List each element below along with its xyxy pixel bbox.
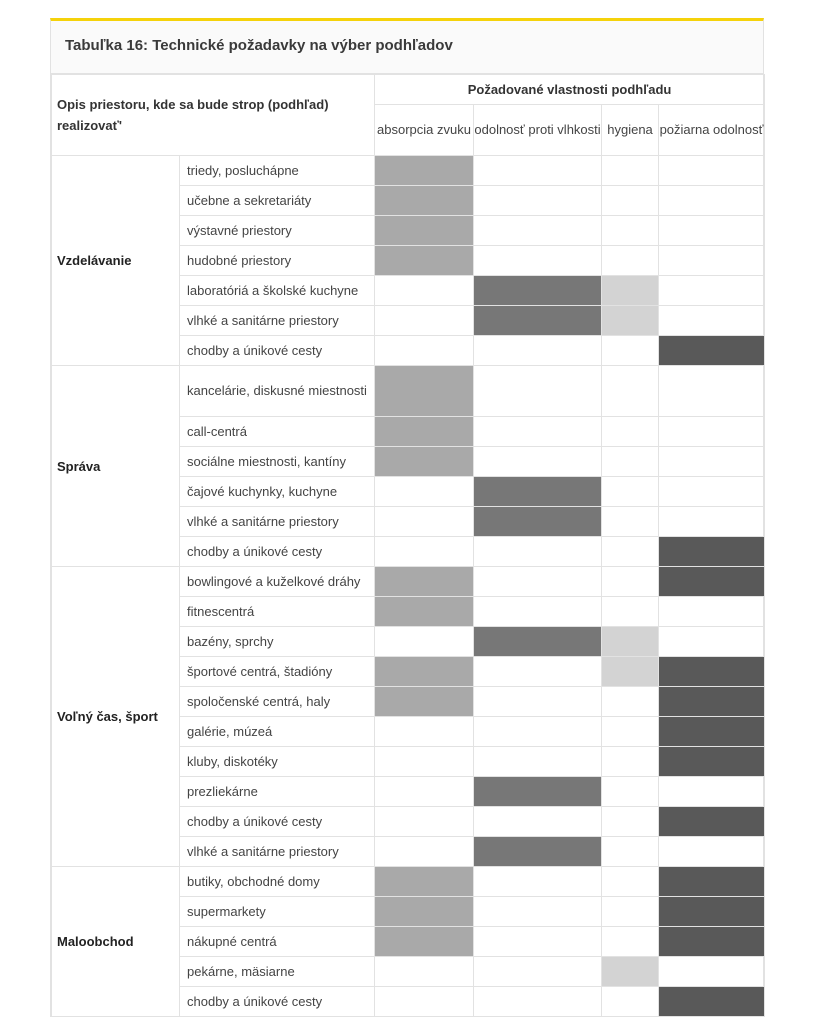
cell-hygiene bbox=[602, 447, 659, 477]
cell-fire bbox=[659, 417, 765, 447]
header-humidity: odolnosť proti vlhkosti bbox=[474, 105, 602, 156]
cell-fire-required bbox=[659, 747, 765, 777]
cell-hygiene bbox=[602, 507, 659, 537]
cell-fire bbox=[659, 477, 765, 507]
cell-fire-required bbox=[659, 927, 765, 957]
category-label: Správa bbox=[52, 366, 180, 567]
cell-fire bbox=[659, 366, 765, 417]
cell-hygiene bbox=[602, 477, 659, 507]
space-label: laboratóriá a školské kuchyne bbox=[180, 276, 375, 306]
cell-fire-required bbox=[659, 537, 765, 567]
cell-humidity-required bbox=[474, 627, 602, 657]
cell-humidity bbox=[474, 927, 602, 957]
cell-hygiene bbox=[602, 597, 659, 627]
cell-absorption bbox=[375, 807, 474, 837]
cell-humidity bbox=[474, 567, 602, 597]
cell-absorption-required bbox=[375, 657, 474, 687]
header-hygiene: hygiena bbox=[602, 105, 659, 156]
cell-hygiene bbox=[602, 417, 659, 447]
cell-fire-required bbox=[659, 807, 765, 837]
cell-hygiene bbox=[602, 807, 659, 837]
space-label: fitnescentrá bbox=[180, 597, 375, 627]
table-row bbox=[52, 867, 765, 897]
space-label: chodby a únikové cesty bbox=[180, 336, 375, 366]
space-label: prezliekárne bbox=[180, 777, 375, 807]
cell-absorption-required bbox=[375, 567, 474, 597]
cell-fire bbox=[659, 777, 765, 807]
space-label: bowlingové a kuželkové dráhy bbox=[180, 567, 375, 597]
cell-fire bbox=[659, 627, 765, 657]
cell-fire-required bbox=[659, 657, 765, 687]
space-label: vlhké a sanitárne priestory bbox=[180, 507, 375, 537]
header-group: Požadované vlastnosti podhľadu bbox=[375, 75, 765, 105]
cell-hygiene bbox=[602, 897, 659, 927]
cell-humidity bbox=[474, 687, 602, 717]
cell-absorption-required bbox=[375, 156, 474, 186]
cell-fire-required bbox=[659, 987, 765, 1017]
cell-hygiene bbox=[602, 747, 659, 777]
header-fire: požiarna odolnosť bbox=[659, 105, 765, 156]
cell-hygiene-required bbox=[602, 957, 659, 987]
cell-humidity bbox=[474, 216, 602, 246]
cell-humidity bbox=[474, 717, 602, 747]
space-label: call-centrá bbox=[180, 417, 375, 447]
cell-fire bbox=[659, 957, 765, 987]
space-label: vlhké a sanitárne priestory bbox=[180, 306, 375, 336]
cell-hygiene bbox=[602, 246, 659, 276]
space-label: vlhké a sanitárne priestory bbox=[180, 837, 375, 867]
cell-absorption-required bbox=[375, 366, 474, 417]
cell-humidity bbox=[474, 987, 602, 1017]
cell-absorption bbox=[375, 336, 474, 366]
cell-absorption bbox=[375, 747, 474, 777]
cell-hygiene bbox=[602, 537, 659, 567]
cell-fire-required bbox=[659, 336, 765, 366]
cell-absorption bbox=[375, 537, 474, 567]
cell-hygiene bbox=[602, 717, 659, 747]
cell-humidity bbox=[474, 336, 602, 366]
cell-humidity-required bbox=[474, 777, 602, 807]
space-label: chodby a únikové cesty bbox=[180, 807, 375, 837]
cell-hygiene bbox=[602, 687, 659, 717]
cell-hygiene bbox=[602, 777, 659, 807]
category-label: Vzdelávanie bbox=[52, 156, 180, 366]
cell-absorption-required bbox=[375, 417, 474, 447]
space-label: galérie, múzeá bbox=[180, 717, 375, 747]
space-label: butiky, obchodné domy bbox=[180, 867, 375, 897]
space-label: bazény, sprchy bbox=[180, 627, 375, 657]
cell-hygiene-required bbox=[602, 627, 659, 657]
space-label: chodby a únikové cesty bbox=[180, 537, 375, 567]
cell-hygiene bbox=[602, 867, 659, 897]
cell-hygiene-required bbox=[602, 657, 659, 687]
cell-absorption bbox=[375, 276, 474, 306]
cell-absorption bbox=[375, 477, 474, 507]
cell-absorption-required bbox=[375, 216, 474, 246]
cell-fire-required bbox=[659, 687, 765, 717]
cell-fire-required bbox=[659, 567, 765, 597]
space-label: sociálne miestnosti, kantíny bbox=[180, 447, 375, 477]
cell-absorption bbox=[375, 507, 474, 537]
cell-absorption bbox=[375, 957, 474, 987]
cell-humidity bbox=[474, 807, 602, 837]
cell-humidity bbox=[474, 186, 602, 216]
cell-humidity bbox=[474, 246, 602, 276]
space-label: čajové kuchynky, kuchyne bbox=[180, 477, 375, 507]
table-row bbox=[52, 567, 765, 597]
cell-absorption bbox=[375, 987, 474, 1017]
space-label: pekárne, mäsiarne bbox=[180, 957, 375, 987]
space-label: supermarkety bbox=[180, 897, 375, 927]
cell-hygiene-required bbox=[602, 306, 659, 336]
cell-humidity bbox=[474, 747, 602, 777]
cell-hygiene-required bbox=[602, 276, 659, 306]
cell-hygiene bbox=[602, 216, 659, 246]
cell-humidity bbox=[474, 447, 602, 477]
cell-fire-required bbox=[659, 717, 765, 747]
requirements-table bbox=[51, 74, 765, 1017]
cell-hygiene bbox=[602, 927, 659, 957]
space-label: kancelárie, diskusné miestnosti bbox=[180, 366, 375, 417]
space-label: nákupné centrá bbox=[180, 927, 375, 957]
cell-absorption bbox=[375, 777, 474, 807]
header-absorption: absorpcia zvuku bbox=[375, 105, 474, 156]
cell-fire bbox=[659, 507, 765, 537]
cell-humidity bbox=[474, 156, 602, 186]
category-label: Maloobchod bbox=[52, 867, 180, 1017]
cell-absorption-required bbox=[375, 597, 474, 627]
table-row bbox=[52, 156, 765, 186]
cell-hygiene bbox=[602, 366, 659, 417]
space-label: športové centrá, štadióny bbox=[180, 657, 375, 687]
cell-humidity-required bbox=[474, 306, 602, 336]
space-label: kluby, diskotéky bbox=[180, 747, 375, 777]
space-label: výstavné priestory bbox=[180, 216, 375, 246]
cell-humidity bbox=[474, 597, 602, 627]
space-label: učebne a sekretariáty bbox=[180, 186, 375, 216]
cell-absorption-required bbox=[375, 186, 474, 216]
cell-fire-required bbox=[659, 897, 765, 927]
cell-humidity bbox=[474, 867, 602, 897]
cell-fire bbox=[659, 216, 765, 246]
cell-hygiene bbox=[602, 837, 659, 867]
cell-fire bbox=[659, 597, 765, 627]
cell-absorption-required bbox=[375, 867, 474, 897]
cell-humidity bbox=[474, 417, 602, 447]
space-label: triedy, poslucháрne bbox=[180, 156, 375, 186]
cell-humidity bbox=[474, 657, 602, 687]
cell-humidity bbox=[474, 897, 602, 927]
cell-fire bbox=[659, 837, 765, 867]
cell-hygiene bbox=[602, 987, 659, 1017]
cell-fire bbox=[659, 156, 765, 186]
cell-humidity-required bbox=[474, 507, 602, 537]
cell-humidity bbox=[474, 366, 602, 417]
space-label: hudobné priestory bbox=[180, 246, 375, 276]
cell-humidity-required bbox=[474, 276, 602, 306]
category-label: Voľný čas, šport bbox=[52, 567, 180, 867]
cell-absorption-required bbox=[375, 246, 474, 276]
space-label: spoločenské centrá, haly bbox=[180, 687, 375, 717]
cell-absorption bbox=[375, 627, 474, 657]
header-description: Opis priestoru, kde sa bude strop (podhľad) realizovať' bbox=[52, 75, 375, 156]
cell-humidity-required bbox=[474, 477, 602, 507]
cell-absorption bbox=[375, 837, 474, 867]
table-title: Tabuľka 16: Technické požadavky na výber podhľadov bbox=[51, 21, 763, 74]
cell-absorption-required bbox=[375, 897, 474, 927]
space-label: chodby a únikové cesty bbox=[180, 987, 375, 1017]
cell-absorption bbox=[375, 306, 474, 336]
cell-humidity-required bbox=[474, 837, 602, 867]
cell-humidity bbox=[474, 537, 602, 567]
table-panel bbox=[50, 18, 764, 1017]
cell-fire bbox=[659, 246, 765, 276]
cell-fire bbox=[659, 447, 765, 477]
cell-hygiene bbox=[602, 186, 659, 216]
cell-fire bbox=[659, 276, 765, 306]
cell-absorption-required bbox=[375, 447, 474, 477]
table-row bbox=[52, 366, 765, 417]
cell-hygiene bbox=[602, 156, 659, 186]
cell-absorption-required bbox=[375, 687, 474, 717]
cell-fire-required bbox=[659, 867, 765, 897]
cell-humidity bbox=[474, 957, 602, 987]
cell-fire bbox=[659, 186, 765, 216]
cell-hygiene bbox=[602, 336, 659, 366]
cell-absorption bbox=[375, 717, 474, 747]
cell-absorption-required bbox=[375, 927, 474, 957]
cell-hygiene bbox=[602, 567, 659, 597]
cell-fire bbox=[659, 306, 765, 336]
table-body bbox=[52, 156, 765, 1017]
